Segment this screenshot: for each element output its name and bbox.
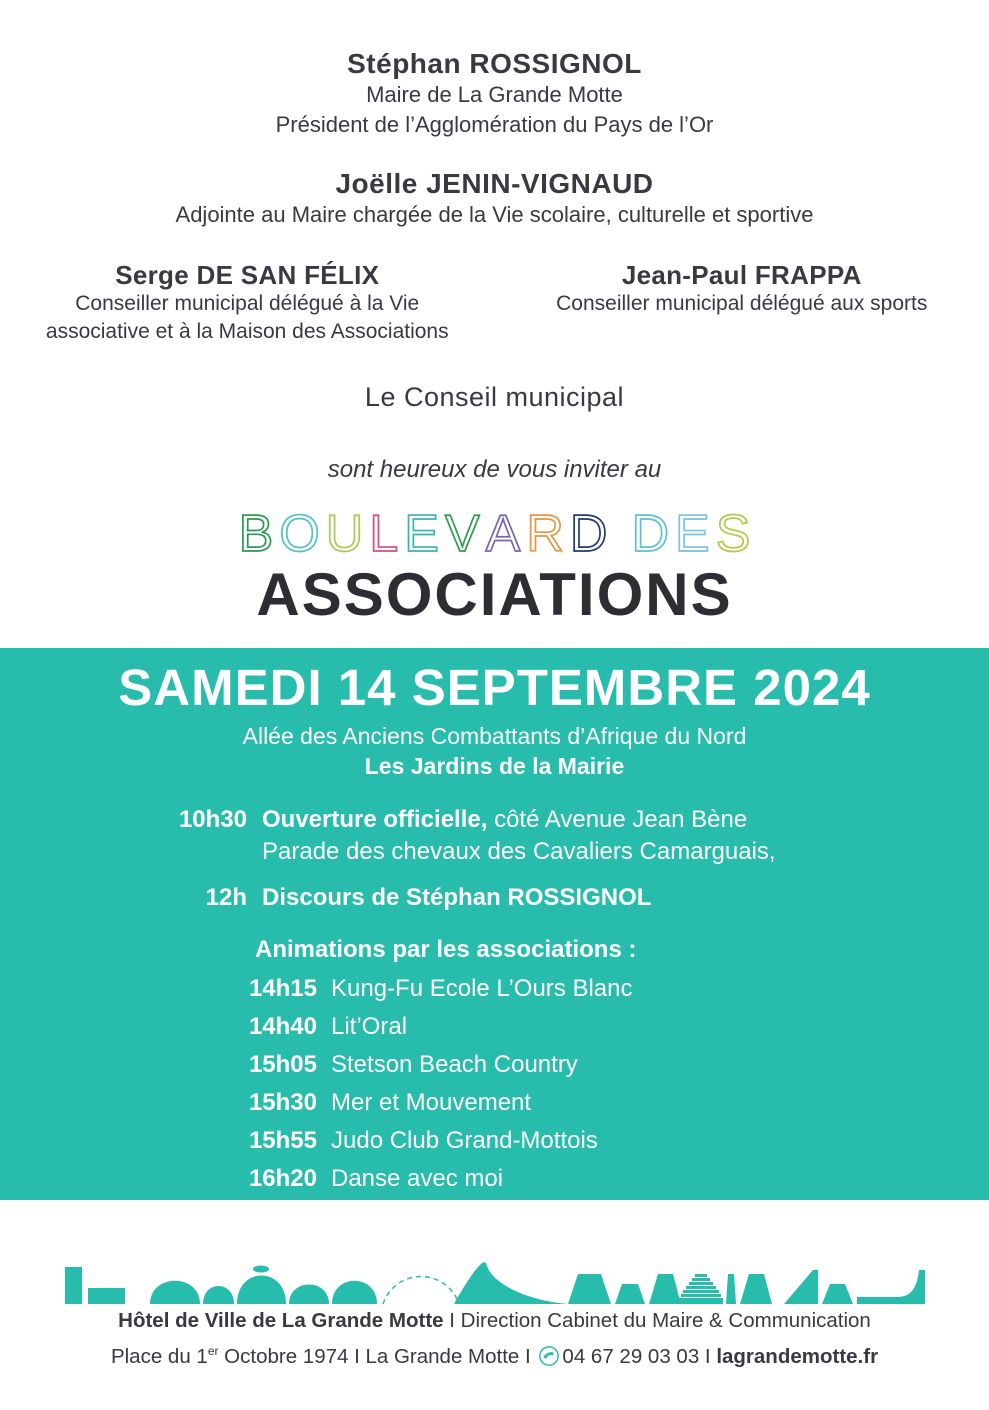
list-item bbox=[0, 1088, 989, 1118]
inviter-secondary-name: Joëlle JENIN-VIGNAUD bbox=[335, 168, 654, 199]
separator: I bbox=[443, 1309, 461, 1332]
inviter-primary-role2: Président de l’Agglomération du Pays de l’Or bbox=[275, 112, 714, 137]
title-letter: D bbox=[631, 505, 669, 563]
title-letter: A bbox=[485, 505, 521, 563]
list-item bbox=[0, 1164, 989, 1194]
title-letter: E bbox=[675, 505, 710, 563]
list-item bbox=[0, 974, 989, 1004]
title-letter: D bbox=[569, 505, 608, 563]
list-item bbox=[0, 1012, 989, 1042]
event-banner bbox=[0, 648, 989, 1200]
invite-line: sont heureux de vous inviter au bbox=[327, 456, 662, 483]
inviter-primary-name: Stéphan ROSSIGNOL bbox=[347, 48, 642, 79]
title-letter: E bbox=[404, 505, 439, 563]
footer-org: Hôtel de Ville de La Grande Motte bbox=[118, 1309, 444, 1332]
associations-title: ASSOCIATIONS bbox=[256, 561, 733, 628]
phone-icon bbox=[538, 1345, 560, 1367]
animation-name: Mer et Mouvement bbox=[331, 1089, 532, 1116]
city-skyline-graphic bbox=[65, 1260, 925, 1306]
title-letter: L bbox=[369, 505, 399, 563]
list-item bbox=[0, 1050, 989, 1080]
separator: I bbox=[699, 1344, 717, 1368]
event-address: Allée des Anciens Combattants d’Afrique du Nord bbox=[242, 723, 747, 749]
footer-line2 bbox=[0, 1336, 989, 1372]
delegate-left-role1: Conseiller municipal délégué à la Vie bbox=[75, 292, 420, 315]
animation-time: 15h55 bbox=[248, 1127, 317, 1154]
schedule-time: 12h bbox=[205, 884, 247, 911]
title-letter: O bbox=[279, 505, 320, 563]
schedule-row bbox=[0, 804, 989, 836]
delegate-right bbox=[495, 260, 989, 346]
title-letter: B bbox=[238, 505, 274, 563]
animations-list bbox=[0, 974, 989, 1194]
animation-name: Danse avec moi bbox=[331, 1165, 504, 1192]
delegate-left-name: Serge DE SAN FÉLIX bbox=[115, 260, 380, 290]
schedule-time bbox=[0, 836, 247, 868]
inviter-secondary-role: Adjointe au Maire chargée de la Vie scolaire, culturelle et sportive bbox=[175, 202, 814, 227]
animation-name: Judo Club Grand-Mottois bbox=[331, 1127, 598, 1154]
boulevard-title bbox=[0, 504, 989, 564]
animation-name: Stetson Beach Country bbox=[331, 1051, 578, 1078]
animation-time: 16h20 bbox=[248, 1165, 317, 1192]
event-place: Les Jardins de la Mairie bbox=[364, 753, 625, 779]
animation-time: 15h30 bbox=[248, 1089, 317, 1116]
title-letter: R bbox=[526, 505, 564, 563]
inviters-block bbox=[0, 0, 989, 626]
footer bbox=[0, 1260, 989, 1372]
delegate-left bbox=[0, 260, 495, 346]
delegates-row bbox=[0, 260, 989, 346]
delegate-left-role2: associative et à la Maison des Associations bbox=[45, 320, 449, 343]
footer-dept: Direction Cabinet du Maire & Communication bbox=[460, 1309, 871, 1332]
footer-address-pre: Place du 1 bbox=[110, 1344, 208, 1368]
inviter-primary-role1: Maire de La Grande Motte bbox=[366, 82, 623, 107]
event-date: SAMEDI 14 SEPTEMBRE 2024 bbox=[118, 659, 871, 716]
animation-name: Lit’Oral bbox=[331, 1013, 408, 1040]
footer-website: lagrandemotte.fr bbox=[716, 1344, 879, 1368]
footer-phone: 04 67 29 03 03 bbox=[562, 1344, 700, 1368]
schedule-time: 10h30 bbox=[178, 806, 247, 833]
title-letter: U bbox=[325, 505, 364, 563]
animation-time: 15h05 bbox=[248, 1051, 317, 1078]
footer-ordinal: er bbox=[207, 1344, 219, 1358]
animation-name: Kung-Fu Ecole L’Ours Blanc bbox=[331, 975, 633, 1002]
animation-time: 14h40 bbox=[248, 1013, 317, 1040]
delegate-right-name: Jean-Paul FRAPPA bbox=[621, 260, 862, 290]
footer-address-mid: Octobre 1974 I La Grande Motte I bbox=[218, 1344, 537, 1368]
footer-line1 bbox=[0, 1306, 989, 1336]
schedule-row bbox=[0, 882, 989, 914]
schedule-text: Parade des chevaux des Cavaliers Camarguais, bbox=[262, 838, 776, 865]
delegate-right-role: Conseiller municipal délégué aux sports bbox=[556, 292, 928, 315]
schedule-text: Discours de Stéphan ROSSIGNOL bbox=[262, 884, 652, 911]
schedule-text: Ouverture officielle, côté Avenue Jean Bène bbox=[262, 806, 748, 833]
schedule-list bbox=[0, 804, 989, 914]
list-item bbox=[0, 1126, 989, 1156]
animations-heading: Animations par les associations : bbox=[255, 936, 637, 963]
schedule-row-continuation bbox=[0, 836, 989, 868]
title-letter: S bbox=[715, 505, 751, 563]
council-line: Le Conseil municipal bbox=[364, 382, 625, 412]
title-letter: V bbox=[444, 505, 480, 563]
animation-time: 14h15 bbox=[248, 975, 317, 1002]
